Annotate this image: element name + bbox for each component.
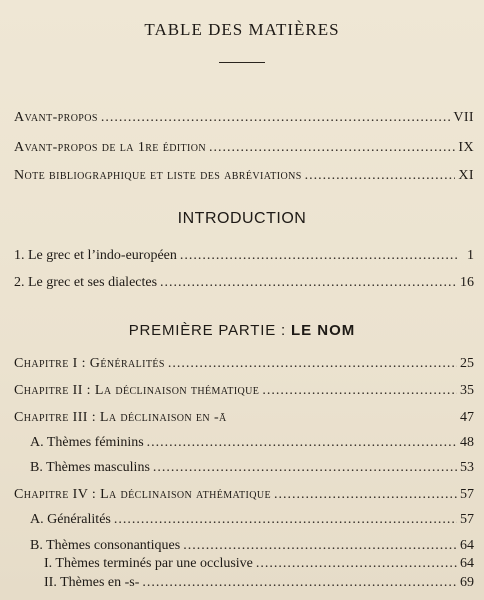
toc-entry-chapitre-1 — [14, 356, 474, 372]
toc-entry-page: 69 — [460, 575, 474, 590]
toc-entry-label: 2. Le grec et ses dialectes — [14, 275, 158, 290]
toc-entry-occlusive — [44, 556, 474, 572]
toc-entry-page: 53 — [460, 460, 474, 475]
leader-dots — [274, 487, 457, 503]
part1-heading — [0, 322, 484, 339]
leader-dots — [147, 435, 457, 451]
toc-entry-label: 1. Le grec et l’indo-européen — [14, 248, 177, 263]
leader-dots — [262, 383, 457, 399]
toc-entry-label: Chapitre IV : La déclinaison athématique — [14, 487, 272, 502]
introduction-heading: INTRODUCTION — [177, 210, 307, 227]
toc-entry-label: Note bibliographique et liste des abréviations — [14, 168, 302, 183]
toc-entry-page: 57 — [460, 512, 474, 527]
toc-entry-themes-feminins — [30, 435, 474, 451]
toc-entry-themes-masculins — [30, 460, 474, 476]
toc-entry-label: A. Généralités — [30, 512, 111, 527]
leader-dots — [142, 575, 457, 591]
toc-entry-chapitre-2 — [14, 383, 474, 399]
toc-entry-avant-propos-1re — [14, 140, 474, 156]
toc-entry-page: 64 — [460, 556, 474, 571]
toc-entry-themes-en-s — [44, 575, 474, 591]
toc-entry-themes-consonantiques — [30, 538, 474, 554]
part1-heading-prefix: PREMIÈRE PARTIE : — [128, 322, 286, 339]
toc-entry-page: 64 — [460, 538, 474, 553]
toc-entry-label: II. Thèmes en -s- — [44, 575, 140, 590]
leader-dots — [305, 168, 456, 184]
leader-dots — [114, 512, 457, 528]
toc-entry-label: B. Thèmes masculins — [30, 460, 150, 475]
toc-entry-note-bibliographique — [14, 168, 474, 184]
toc-entry-page: IX — [458, 140, 474, 155]
page-title: TABLE DES MATIÈRES — [144, 20, 340, 39]
part1-heading-title: LE NOM — [290, 322, 356, 339]
title-rule — [219, 62, 265, 63]
toc-entry-page: 25 — [460, 356, 474, 371]
leader-dots — [183, 538, 457, 554]
toc-entry-label: Chapitre III : La déclinaison en -ā — [14, 410, 227, 425]
toc-entry-chapitre-4 — [14, 487, 474, 503]
toc-entry-label: A. Thèmes féminins — [30, 435, 144, 450]
toc-entry-label: B. Thèmes consonantiques — [30, 538, 181, 553]
toc-entry-label: Avant-propos de la 1re édition — [14, 140, 207, 155]
leader-dots — [168, 356, 457, 372]
toc-entry-page: 57 — [460, 487, 474, 502]
toc-entry-avant-propos — [14, 110, 474, 126]
toc-entry-label: I. Thèmes terminés par une occlusive — [44, 556, 253, 571]
toc-entry-label: Chapitre II : La déclinaison thématique — [14, 383, 260, 398]
toc-entry-page: 35 — [460, 383, 474, 398]
toc-entry-page: XI — [458, 168, 474, 183]
leader-dots — [256, 556, 457, 572]
toc-entry-page: 1 — [467, 248, 474, 263]
toc-entry-page: VII — [453, 110, 474, 125]
toc-entry-label: Avant-propos — [14, 110, 98, 125]
toc-entry-page: 47 — [460, 410, 474, 425]
leader-dots — [180, 248, 457, 264]
toc-entry-label: Chapitre I : Généralités — [14, 356, 165, 371]
leader-dots — [160, 275, 457, 291]
toc-entry-page: 48 — [460, 435, 474, 450]
toc-entry-intro-2 — [14, 275, 474, 291]
toc-entry-chapitre-3 — [14, 410, 474, 426]
leader-dots — [101, 110, 451, 126]
toc-entry-page: 16 — [460, 275, 474, 290]
leader-dots — [209, 140, 455, 156]
toc-entry-generalites — [30, 512, 474, 528]
toc-entry-intro-1 — [14, 248, 474, 264]
leader-dots — [153, 460, 457, 476]
